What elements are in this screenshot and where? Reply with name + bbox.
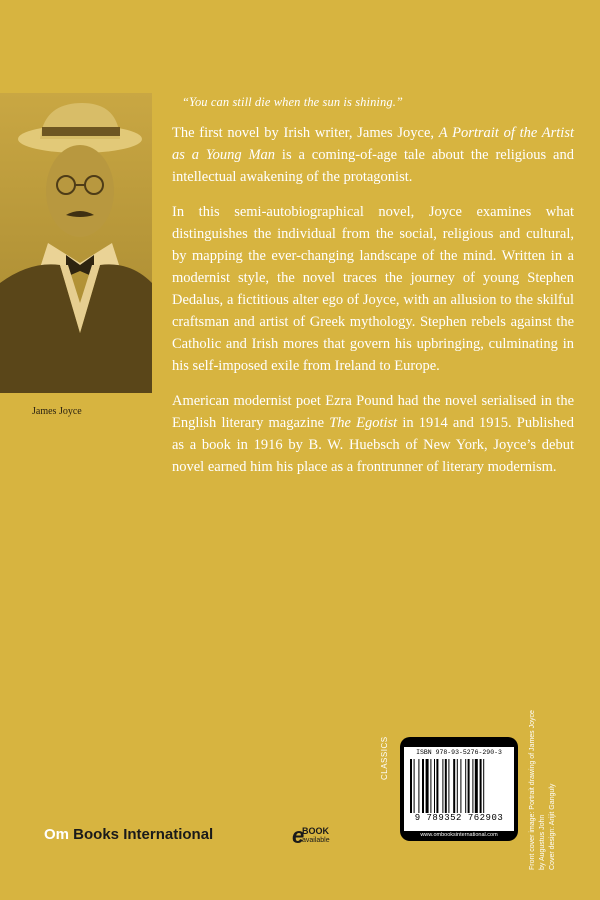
barcode-bar [418, 759, 419, 813]
barcode-block [400, 737, 518, 841]
barcode-bar [442, 759, 443, 813]
blurb-paragraph-1: The first novel by Irish writer, James Joyce, A Portrait of the Artist as a Young Man is a coming-of-age tale about the religious and intellectual awakening of the protagonist. [172, 125, 574, 185]
barcode-bar [480, 759, 482, 813]
barcode-bar [430, 759, 431, 813]
publisher-logo: Om Books International [44, 826, 214, 843]
barcode-bar [453, 759, 455, 813]
barcode-bar [422, 759, 424, 813]
author-photo [0, 93, 152, 393]
barcode [404, 747, 514, 831]
novel-title: A Portrait of the Artist as a Young Man [172, 125, 574, 163]
barcode-bar [465, 759, 466, 813]
magazine-title: The Egotist [329, 415, 398, 431]
barcode-bar [434, 759, 435, 813]
barcode-bar [475, 759, 478, 813]
barcode-bar [448, 759, 449, 813]
blurb-paragraph-3: American modernist poet Ezra Pound had the novel serialised in the English literary magazine The Egotist in 1914 and 1915. Published as a book in 1916 by B. W. Huebsch of New York, Joyce’s debut novel earned him his place as a frontrunner of literary modernism. [172, 393, 574, 475]
epigraph-quote: “You can still die when the sun is shining.” [182, 95, 403, 109]
barcode-bar [468, 759, 470, 813]
barcode-bar [472, 759, 473, 813]
barcode-bar [436, 759, 438, 813]
cover-credits [528, 660, 558, 870]
ebook-logo: e BOOK available [292, 823, 330, 848]
credit-line-2: by Augustus John [539, 814, 546, 870]
photo-caption: James Joyce [32, 406, 82, 417]
barcode-bar [445, 759, 447, 813]
credit-line-1: Front cover image: Portrait drawing of James Joyce [529, 710, 536, 870]
author-portrait-image [0, 93, 152, 393]
barcode-bar [460, 759, 461, 813]
barcode-bar [483, 759, 484, 813]
barcode-bars [410, 759, 508, 813]
barcode-bar [410, 759, 412, 813]
barcode-number: 9 789352 762903 [414, 813, 504, 823]
barcode-bar [457, 759, 458, 813]
barcode-bar [426, 759, 429, 813]
category-label: CLASSICS [380, 736, 389, 780]
blurb-paragraph-2: In this semi-autobiographical novel, Joyce examines what distinguishes the individual from the social, religious and cultural, by mapping the ever-changing landscape of the mind. Written in a modernist style, the novel traces the journey of young Stephen Dedalus, a fictitious alter ego of Joyce, with an allusion to the skilful craftsman and artist of Greek mythology. Stephen rebels against the Catholic and Irish mores that govern his upbringing, culminating in his self-imposed exile from Ireland to Europe. [172, 204, 574, 374]
publisher-url: www.ombooksinternational.com [420, 832, 498, 838]
isbn-text: ISBN 978-93-5276-290-3 [416, 749, 502, 756]
barcode-bar [414, 759, 415, 813]
credit-line-3: Cover design: Arijit Ganguly [549, 783, 556, 870]
blurb [172, 95, 574, 491]
